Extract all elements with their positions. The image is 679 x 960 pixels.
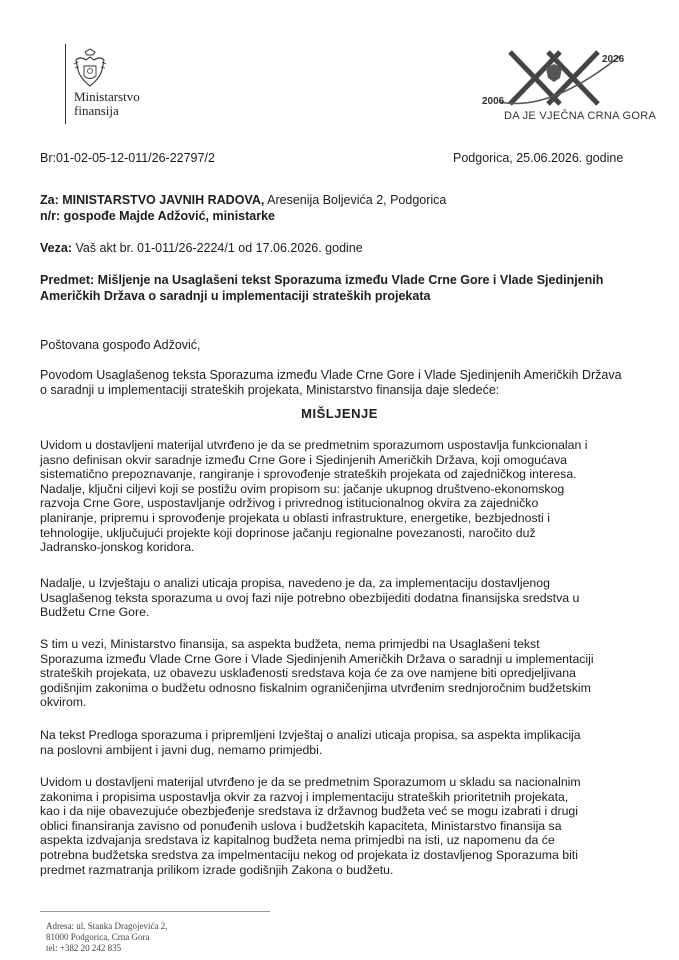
paragraph-3-line-4: godišnjim zakonima o budžetu odnosno fiskalnim ograničenjima utvrđenim srednjoročnim budžetskim [40,680,591,695]
footer-line-2: 81000 Podgorica, Crna Gora [46,932,150,942]
footer-line-3: tel: +382 20 242 835 [46,943,122,953]
subject-text-1: Mišljenje na Usaglašeni tekst Sporazuma između Vlade Crne Gore i Vlade Sjedinjenih [94,273,604,287]
attn-label: n/r: [40,209,61,223]
coat-of-arms-icon [72,48,108,92]
reference-line [40,241,363,256]
logo-motto: DA JE VJEČNA CRNA GORA [504,110,657,122]
subject-label: Predmet: [40,273,95,287]
attention-line [40,209,275,224]
paragraph-5-line-6: potrebna budžetska sredstva za impelmentaciju nekog od projekata iz dostavljenog Sporazuma biti [40,848,578,862]
subject-line-1 [40,273,603,288]
paragraph-4-line-1: Na tekst Predloga sporazuma i pripremljeni Izvještaj o analizi uticaja propisa, sa aspekta implikacija [40,728,581,742]
paragraph-1-line-6: planiranje, pripremu i sprovođenje projekata u oblasti infrastrukture, energetike, bezbjednosti i [40,511,550,525]
paragraph-5-line-5: aspekta izdvajanja sredstava iz kapitalnog budžeta nema primjedbi na isti, uz napomenu da će [40,833,555,848]
reference-text: Vaš akt br. 01-011/26-2224/1 od 17.06.2026. godine [71,241,363,255]
ministry-line-1: Ministarstvo [74,89,140,104]
paragraph-3-line-1: S tim u vezi, Ministarstvo finansija, sa aspekta budžeta, nema primjedbi na Usaglašeni tekst [40,637,540,651]
paragraph-1-line-8: Jadransko-jonskog koridora. [40,540,195,555]
paragraph-3-line-3: strateških projekata, uz obavezu usklađenosti sredstava koja će za ove namjene biti opredjeljivana [40,666,576,681]
paragraph-1-line-4: Nadalje, ključni ciljevi koji se postižu ovim propisom su: jačanje ukupnog društveno-ekonomskog [40,481,565,496]
paragraph-5-line-7: predmet razmatranja prilikom izrade godišnjih Zakona o budžetu. [40,862,394,877]
reference-number: Br:01-02-05-12-011/26-22797/2 [40,151,215,165]
paragraph-2-line-2: Usaglašenog teksta sporazuma u ovoj fazi nije potrebno obezbijediti dodatna finansijska sredstva u [40,590,580,605]
salutation: Poštovana gospođo Adžović, [40,338,201,352]
logo-year-right: 2026 [602,54,625,65]
paragraph-1-line-7: tehnologije, uključujući projekte koji doprinose jačanju regionalne povezanosti, naročito duž [40,525,536,540]
ministry-name [74,90,140,118]
paragraph-5-line-1: Uvidom u dostavljeni materijal utvrđeno je da se predmetnim Sporazumom u skladu sa nacionalnim [40,775,581,789]
paragraph-3-line-5: okvirom. [40,695,87,710]
attn-name: gospođe Majde Adžović, ministarke [60,209,276,223]
paragraph-5-line-2: zakonima i propisima uspostavlja okvir za razvoj i implementaciju strateških prioritetnih projekata, [40,789,569,804]
header-divider [65,44,66,124]
ministry-line-2: finansija [74,103,119,118]
to-address: Aresenija Boljevića 2, Podgorica [264,193,447,207]
subject-line-2: Američkih Država o saradnji u implementaciji strateških projekata [40,289,431,303]
to-organization: MINISTARSTVO JAVNIH RADOVA, [62,193,265,207]
recipient-line [40,193,446,208]
intro-line-2: o saradnji u implementaciji strateških projekata, Ministarstvo finansija daje sledeće: [40,383,500,397]
paragraph-5-line-3: kao i da nije obavezujuće obezbjeđenje sredstava iz državnog budžeta već se mogu izabrati i drugi [40,804,578,819]
paragraph-2-line-3: Budžetu Crne Gore. [40,605,150,620]
footer-rule [40,911,270,912]
footer-line-1: Adresa: ul. Stanka Dragojevića 2, [46,921,168,931]
intro-line-1: Povodom Usaglašenog teksta Sporazuma između Vlade Crne Gore i Vlade Sjedinjenih Američkih Država [40,368,622,382]
opinion-heading: MIŠLJENJE [301,406,378,421]
paragraph-1-line-2: jasno definisan okvir saradnje između Crne Gore i Sjedinjenih Američkih Država, koji omogućava [40,452,567,467]
paragraph-1-line-1: Uvidom u dostavljeni materijal utvrđeno je da se predmetnim sporazumom uspostavlja funkcionalan i [40,438,588,452]
reference-label: Veza: [40,241,72,255]
paragraph-3-line-2: Sporazuma između Vlade Crne Gore i Vlade Sjedinjenih Američkih Država o saradnji u implementaciji [40,651,594,666]
paragraph-1-line-5: razvoja Crne Gore, uspostavljanje održivog i privrednog istitucionalnog okvira za zajedničko [40,496,539,511]
paragraph-5-line-4: oblici finansiranja zavisno od ponuđenih uslova i budžetskih kapaciteta, Ministarstvo finansija sa [40,818,562,833]
footer-address [46,921,167,954]
logo-year-left: 2006 [482,96,505,107]
place-date: Podgorica, 25.06.2026. godine [453,151,624,165]
paragraph-4-line-2: na poslovni ambijent i javni dug, nemamo primjedbi. [40,742,323,757]
paragraph-2-line-1: Nadalje, u Izvještaju o analizi uticaja propisa, navedeno je da, za implementaciju dostavljenog [40,576,550,590]
paragraph-1-line-3: sistematično prepoznavanje, rangiranje i sprovođenje strateških projekata od zajedničkog interesa. [40,467,577,482]
to-label: Za: [40,193,59,207]
